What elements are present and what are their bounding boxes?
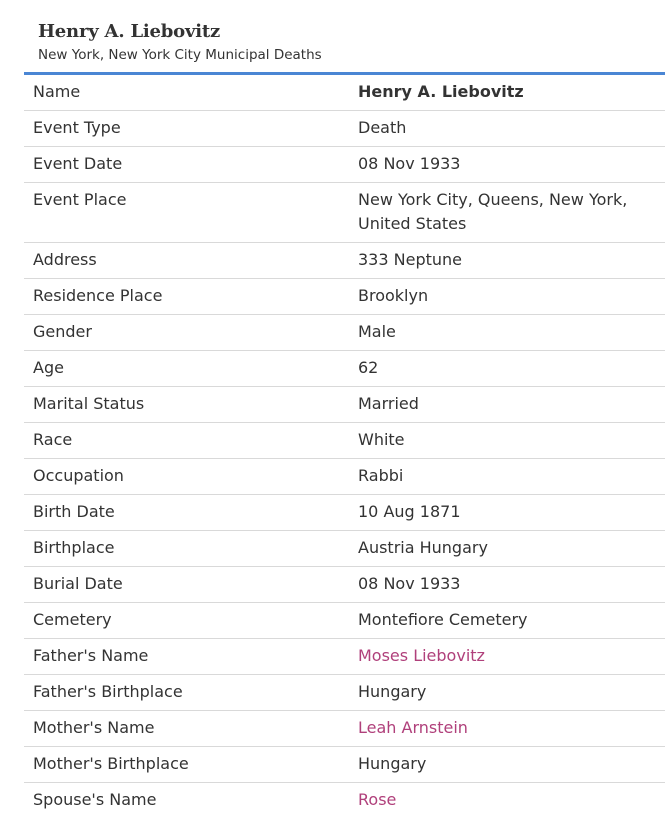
field-value: Married [349,387,665,423]
field-row-fathers-birthplace [24,675,665,711]
field-label: Burial Date [24,567,349,603]
field-label: Race [24,423,349,459]
field-row-age [24,351,665,387]
field-row-gender [24,315,665,351]
field-value: Male [349,315,665,351]
field-row-birthplace [24,531,665,567]
field-value: Montefiore Cemetery [349,603,665,639]
field-row-mothers-birthplace [24,747,665,783]
field-row-marital-status [24,387,665,423]
field-label: Cemetery [24,603,349,639]
spouses-name-link[interactable]: Rose [358,790,396,809]
field-row-event-type [24,111,665,147]
fathers-name-link[interactable]: Moses Liebovitz [358,646,485,665]
field-value: White [349,423,665,459]
field-label: Age [24,351,349,387]
field-row-fathers-name [24,639,665,675]
field-value-cell [349,711,665,747]
field-row-name [24,75,665,111]
field-label: Event Type [24,111,349,147]
field-label: Address [24,243,349,279]
field-value: Brooklyn [349,279,665,315]
field-value: 08 Nov 1933 [349,567,665,603]
record-collection: New York, New York City Municipal Deaths [38,46,665,64]
field-row-event-date [24,147,665,183]
field-label: Spouse's Name [24,783,349,818]
field-row-spouses-name [24,783,665,818]
field-label: Mother's Name [24,711,349,747]
field-label: Occupation [24,459,349,495]
record-card [24,0,665,818]
field-label: Birthplace [24,531,349,567]
field-row-race [24,423,665,459]
record-fields-table [24,75,665,818]
field-value: 08 Nov 1933 [349,147,665,183]
field-value: Henry A. Liebovitz [349,75,665,111]
field-value: 62 [349,351,665,387]
field-row-burial-date [24,567,665,603]
field-row-residence-place [24,279,665,315]
field-row-event-place [24,183,665,243]
field-value: Austria Hungary [349,531,665,567]
field-value: Hungary [349,747,665,783]
field-row-occupation [24,459,665,495]
field-label: Gender [24,315,349,351]
field-label: Event Date [24,147,349,183]
field-label: Name [24,75,349,111]
field-value-cell [349,639,665,675]
field-label: Residence Place [24,279,349,315]
field-value: Death [349,111,665,147]
field-label: Event Place [24,183,349,243]
field-value: Rabbi [349,459,665,495]
field-value: 333 Neptune [349,243,665,279]
field-label: Mother's Birthplace [24,747,349,783]
field-label: Marital Status [24,387,349,423]
field-value: 10 Aug 1871 [349,495,665,531]
field-label: Birth Date [24,495,349,531]
record-header [24,0,665,51]
field-row-address [24,243,665,279]
field-label: Father's Name [24,639,349,675]
field-row-mothers-name [24,711,665,747]
field-value-cell [349,783,665,818]
field-row-cemetery [24,603,665,639]
field-label: Father's Birthplace [24,675,349,711]
record-title: Henry A. Liebovitz [38,20,665,44]
mothers-name-link[interactable]: Leah Arnstein [358,718,468,737]
field-value: New York City, Queens, New York, United States [349,183,665,243]
field-row-birth-date [24,495,665,531]
field-value: Hungary [349,675,665,711]
